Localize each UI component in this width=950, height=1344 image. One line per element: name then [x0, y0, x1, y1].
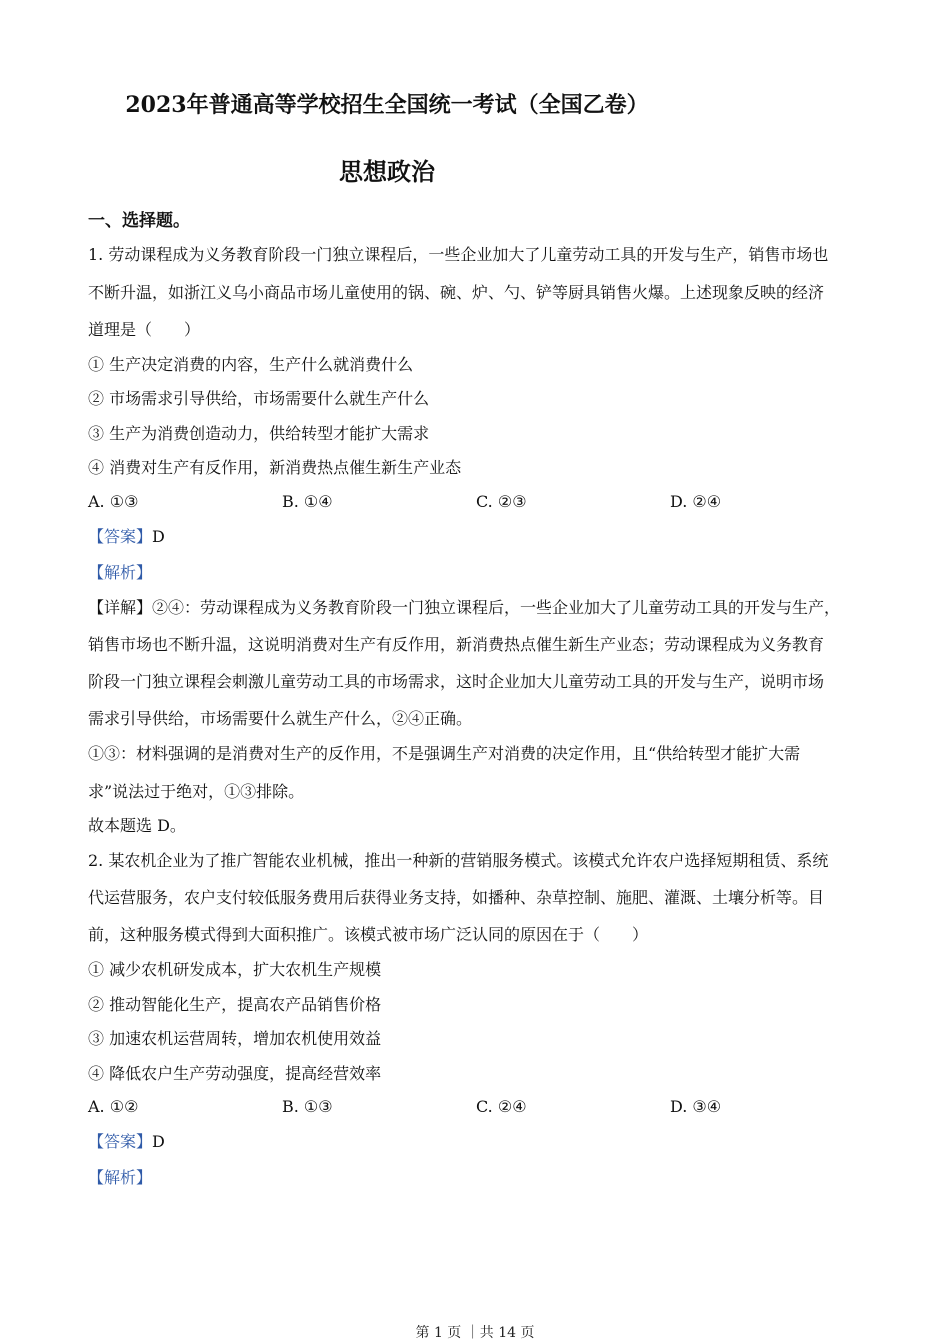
q2-option-c: C. ②④ — [476, 1097, 527, 1116]
q1-stem-line: 道理是（ ） — [88, 320, 201, 339]
exam-title: 2023年普通高等学校招生全国统一考试（全国乙卷） — [125, 92, 649, 118]
q2-analysis — [88, 1167, 868, 1189]
q1-option-b: B. ①④ — [282, 492, 333, 511]
q1-stem-line: 1. 劳动课程成为义务教育阶段一门独立课程后，一些企业加大了儿童劳动工具的开发与生产，销售市场也 — [88, 245, 829, 264]
q2-item: ④ 降低农户生产劳动强度，提高经营效率 — [88, 1064, 382, 1083]
q1-item: ① 生产决定消费的内容，生产什么就消费什么 — [88, 355, 414, 374]
q1-option-a: A. ①③ — [88, 492, 139, 511]
q2-option-d: D. ③④ — [670, 1097, 722, 1116]
q2-item: ② 推动智能化生产，提高农产品销售价格 — [88, 995, 382, 1014]
q2-answer — [88, 1131, 868, 1153]
q1-conclusion: 故本题选 D。 — [88, 816, 186, 835]
q1-detail-line: ①③：材料强调的是消费对生产的反作用，不是强调生产对消费的决定作用，且“供给转型才能扩大需 — [88, 744, 801, 763]
q1-detail-line: 销售市场也不断升温，这说明消费对生产有反作用，新消费热点催生新生产业态；劳动课程成为义务教育 — [88, 635, 825, 654]
answer-label: 【答案】 — [88, 1132, 153, 1151]
q1-item: ② 市场需求引导供给，市场需要什么就生产什么 — [88, 389, 430, 408]
analysis-label: 【解析】 — [88, 1168, 153, 1187]
section-heading: 一、选择题。 — [88, 211, 190, 231]
q1-detail-line: 阶段一门独立课程会刺激儿童劳动工具的市场需求，这时企业加大儿童劳动工具的开发与生产，说明市场 — [88, 672, 825, 691]
q1-answer — [88, 526, 868, 548]
subject-title: 思想政治 — [339, 157, 435, 186]
q1-option-c: C. ②③ — [476, 492, 527, 511]
q2-item: ③ 加速农机运营周转，增加农机使用效益 — [88, 1029, 382, 1048]
q1-stem-line: 不断升温，如浙江义乌小商品市场儿童使用的锅、碗、炉、勺、铲等厨具销售火爆。上述现象反映的经济 — [88, 283, 825, 302]
answer-value: D — [152, 527, 165, 546]
q1-option-d: D. ②④ — [670, 492, 722, 511]
q1-item: ④ 消费对生产有反作用，新消费热点催生新生产业态 — [88, 458, 462, 477]
q1-detail-line: 求”说法过于绝对，①③排除。 — [88, 782, 305, 801]
q1-detail-line — [88, 597, 868, 619]
answer-label: 【答案】 — [88, 527, 153, 546]
q2-option-a: A. ①② — [88, 1097, 139, 1116]
answer-value: D — [152, 1132, 165, 1151]
detail-text: ②④：劳动课程成为义务教育阶段一门独立课程后，一些企业加大了儿童劳动工具的开发与生产， — [152, 598, 841, 617]
q1-item: ③ 生产为消费创造动力，供给转型才能扩大需求 — [88, 424, 430, 443]
q2-option-b: B. ①③ — [282, 1097, 333, 1116]
q1-analysis — [88, 562, 868, 584]
q2-stem-line: 代运营服务，农户支付较低服务费用后获得业务支持，如播种、杂草控制、施肥、灌溉、土壤分析等。目 — [88, 888, 825, 907]
page-footer: 第 1 页 ｜共 14 页 — [415, 1325, 535, 1341]
q2-stem-line: 2. 某农机企业为了推广智能农业机械，推出一种新的营销服务模式。该模式允许农户选择短期租赁、系统 — [88, 851, 829, 870]
q1-detail-line: 需求引导供给，市场需要什么就生产什么，②④正确。 — [88, 709, 473, 728]
q2-stem-line: 前，这种服务模式得到大面积推广。该模式被市场广泛认同的原因在于（ ） — [88, 925, 649, 944]
detail-label: 【详解】 — [88, 598, 153, 617]
analysis-label: 【解析】 — [88, 563, 153, 582]
q2-item: ① 减少农机研发成本，扩大农机生产规模 — [88, 960, 382, 979]
